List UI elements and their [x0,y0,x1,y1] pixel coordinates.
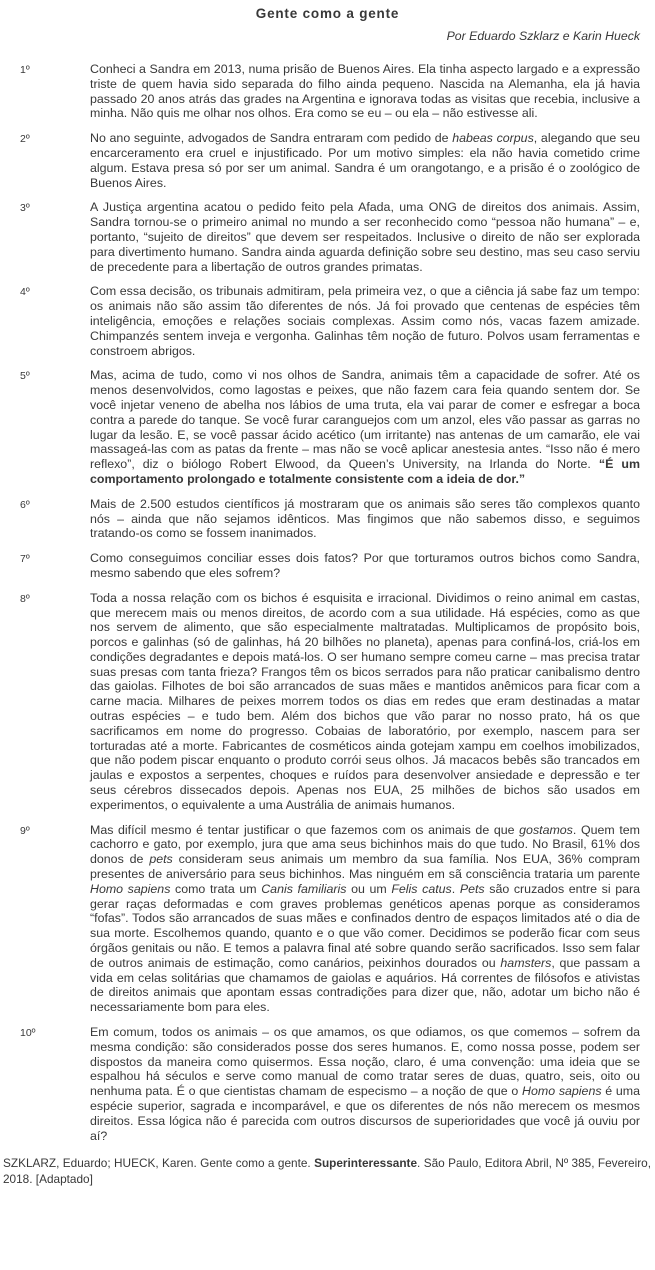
paragraph [0,200,655,274]
text-run: . [451,881,460,896]
paragraph [0,823,655,1015]
text-run: gostamos [519,822,573,837]
paragraph-text [90,131,640,190]
text-run: No ano seguinte, advogados de Sandra entraram com pedido de [90,131,453,146]
paragraph-text [90,200,640,274]
text-run: pets [149,852,173,867]
text-run: . São Paulo, Editora Abril, Nº 385, Fevereiro, 2018. [Adaptado] [3,1156,652,1186]
paragraph [0,497,655,541]
paragraph [0,551,655,581]
text-run: Como conseguimos conciliar esses dois fatos? Por que torturamos outros bichos como Sandra, mesmo sabendo que eles sofrem? [90,551,640,580]
paragraph-number: 9º [20,824,30,837]
text-run: Homo sapiens [90,881,171,896]
text-run: A Justiça argentina acatou o pedido feito pela Afada, uma ONG de direitos dos animais. Assim, Sandra tornou-se o primeiro animal no mundo a ser reconhecido como “pessoa não humana” – e, portanto, “sujeito de direitos” que devem ser respeitados. Inclusive o direito de não ser explorada para divertimento humano. Sandra ainda aguarda definição sobre seu destino, mas seu caso serviu de precedente para a libertação de outros grandes primatas. [90,200,640,274]
text-run: são cruzados entre si para gerar raças deformadas e com graves problemas genéticos apenas porque as consideramos “fofas”. Todos são arrancados de suas mães e confinados dentro de espaços limitados até o dia de sua morte. Escolhemos quando, quanto e o que vão comer. Decidimos se poderão ficar com seus órgãos genitais ou não. E temos a palavra final até sobre quando serão sacrificados. Isso sem falar de outros animais de estimação, como canários, peixinhos dourados ou [90,881,641,970]
paragraph-number: 5º [20,370,30,383]
text-run: Mas, acima de tudo, como vi nos olhos de Sandra, animais têm a capacidade de sofrer. Até os menos desenvolvidos, como lagostas e peixes, que não fazem cara feia quando sentem dor. Se você injetar veneno de abelha nos lábios de uma truta, ela vai parar de comer e esfregar a boca contra a parede do tanque. Se você furar caranguejos com um anzol, eles vão passar as garras no lugar da lesão. E, se você passar ácido acético (um irritante) nas antenas de um camarão, ele vai massageá-las com as patas da frente – mas não se você aplicar anestesia antes. “Isso não é mero reflexo”, diz o biólogo Robert Elwood, da Queen’s University, na Irlanda do Norte. [90,368,640,472]
text-run: . Quem tem cachorro e gato, por exemplo, jura que ama seus bichinhos mais do que tudo. No Brasil, 61% dos donos de [90,822,640,867]
paragraph-number: 1º [20,64,30,76]
document-title: Gente como a gente [255,6,400,21]
text-run: como trata um [170,881,262,896]
text-run: Em comum, todos os animais – os que amamos, os que odiamos, os que comemos – sofrem da mesma condição: são considerados posse dos seres humanos. E, como nossa posse, podem ser dispostos da maneira como quisermos. Essa noção, claro, é uma convenção: uma ideia que se espalhou há séculos e serve como manual de como tratar seres de duas, quatro, seis, oito ou nenhuma pata. É o que cientistas chamam de especismo – a noção de que o [90,1025,640,1099]
text-run: Mas difícil mesmo é tentar justificar o que fazemos com os animais de que [90,822,520,837]
paragraph-number: 7º [20,553,30,566]
paragraph-number: 6º [20,498,30,511]
paragraph-text [90,591,640,813]
paragraph-text [90,62,640,121]
paragraph [0,284,655,358]
paragraph-text [90,1025,640,1143]
text-run: Homo sapiens [522,1084,602,1099]
paragraph [0,368,655,486]
text-run: Mais de 2.500 estudos científicos já mostraram que os animais são seres tão complexos quanto nós – ainda que não sejamos idênticos. Mas fingimos que não sabemos disso, e seguimos tratando-os como se fossem inanimados. [90,496,640,541]
text-run: ou um [346,881,392,896]
paragraph-text [90,368,640,486]
text-run: Felis catus [391,881,452,896]
text-run: Conheci a Sandra em 2013, numa prisão de Buenos Aires. Ela tinha aspecto largado e a expressão triste de quem havia sido separada do filho ainda pequeno. Nascida na Alemanha, ela já havia passado 20 anos atrás das grades na Argentina e ignorava todas as visitas que recebia, inclusive a minha. Não quis me olhar nos olhos. Era como se eu – ou ela – não estivesse ali. [90,62,640,121]
byline: Por Eduardo Szklarz e Karin Hueck [446,29,640,43]
text-run: “É um comportamento prolongado e totalmente consistente com a ideia de dor.” [90,457,640,486]
paragraph-number: 3º [20,202,30,215]
text-run: , alegando que seu encarceramento era cruel e injustificado. Por um motivo simples: ela não havia cometido crime algum. Estava presa só por ser um animal. Sandra é um orangotango, e a prisão é o zoológico de Buenos Aires. [90,131,640,190]
paragraph-number: 2º [20,133,30,146]
paragraph [0,1025,655,1143]
paragraph-text [90,551,640,581]
paragraph-number: 4º [20,286,30,299]
text-run: Pets [459,881,485,896]
paragraph-text [90,823,640,1015]
paragraph-number: 8º [20,592,30,605]
text-run: hamsters [500,955,552,970]
text-run: é uma espécie superior, sagrada e incomparável, e que os diferentes de nós não merecem os mesmos direitos. Essa lógica não é parecida com outros discursos de superioridades que você já ouviu por aí? [90,1084,640,1143]
text-run: , que passam a vida em celas solitárias que chamamos de gaiolas e aquários. Há correntes de filósofos e ativistas de direitos animais que apontam essas contradições para dizer que, não, adotar um bicho não é necessariamente bom para eles. [90,955,640,1015]
paragraph [0,131,655,190]
text-run: consideram seus animais um membro da sua família. Nos EUA, 36% compram presentes de aniversário para seus bichinhos. Mas ninguém em sã consciência trataria um parente [90,852,640,882]
citation [0,1156,655,1186]
paragraph-number: 10º [20,1027,36,1040]
text-run: Canis familiaris [261,881,347,896]
text-run: habeas corpus [452,131,534,146]
text-run: SZKLARZ, Eduardo; HUECK, Karen. Gente como a gente. [3,1156,315,1171]
text-run: Superinteressante [314,1156,418,1171]
paragraph-text [90,497,640,541]
text-run: Toda a nossa relação com os bichos é esquisita e irracional. Dividimos o reino animal em castas, que merecem mais ou menos direitos, de acordo com a sua utilidade. Há espécies, como as que nos servem de alimento, que são especialmente maltratadas. Multiplicamos de propósito bois, porcos e galinhas (só de galinhas, há 20 bilhões no planeta), apenas para confiná-los, criá-los em condições degradantes e depois matá-los. O ser humano sempre comeu carne – mas precisa tratar suas presas com tanta frieza? Frangos têm os bicos serrados para não praticar canibalismo dentro das gaiolas. Filhotes de boi são arrancados de suas mães e mantidos anêmicos para ficar com a carne macia. Milhares de peixes morrem todos os dias em redes que eram destinadas a matar outras espécies – e tudo bem. Além dos bichos que vão parar no nosso prato, há os que sacrificamos em nome do progresso. Cobaias de laboratório, por exemplo, nascem para ser torturadas até a morte. Fabricantes de cosméticos ainda gotejam xampu em coelhos imobilizados, que não podem piscar enquanto o produto corrói seus olhos. Já macacos bebês são trancados em jaulas e expostos a serpentes, choques e ruídos para desenvolver ansiedade e depressão e ter seus cérebros dissecados depois. Apenas nos EUA, 25 milhões de bichos são usados em experimentos, o equivalente a uma Austrália de animais humanos. [90,590,640,812]
paragraph [0,591,655,813]
paragraph [0,62,655,121]
text-run: Com essa decisão, os tribunais admitiram, pela primeira vez, o que a ciência já sabe faz um tempo: os animais não são assim tão diferentes de nós. Já foi provado que centenas de espécies têm inteligência, emoções e relações sociais complexas. Assim como nós, vacas fazem amizade. Chimpanzés sentem inveja e vergonha. Galinhas têm noção de futuro. Polvos usam ferramentas e constroem abrigos. [90,284,640,358]
paragraph-text [90,284,640,358]
paragraph-list [0,62,655,1143]
